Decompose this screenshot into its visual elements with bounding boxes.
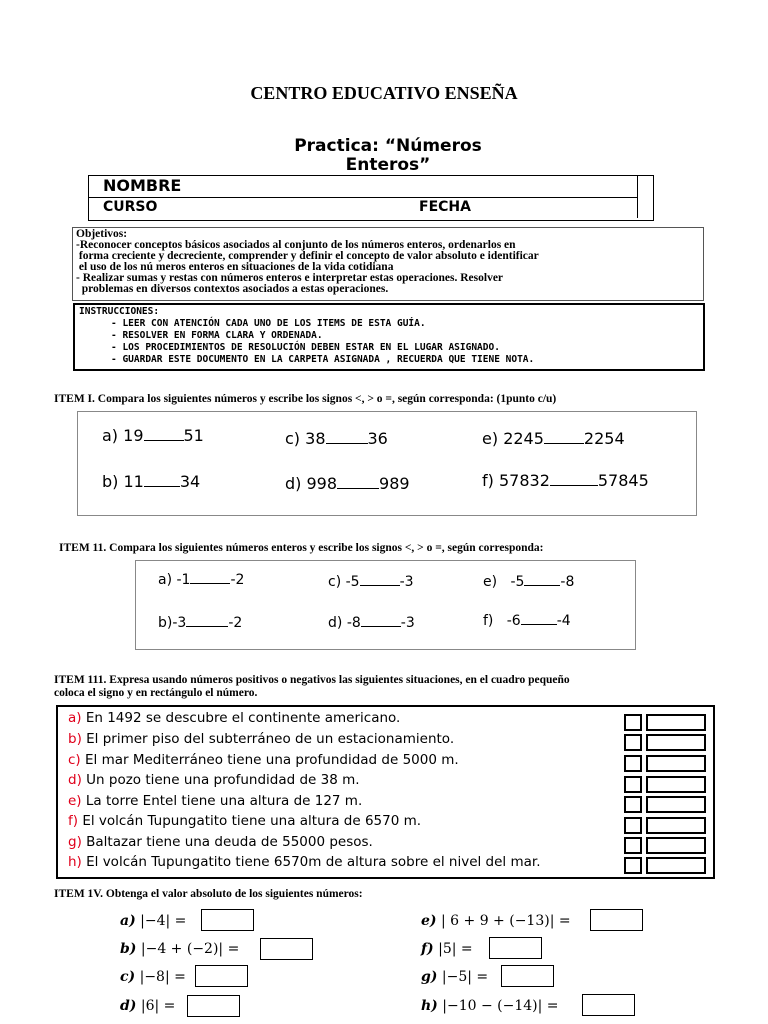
answer-blank[interactable] <box>190 582 230 584</box>
practice-title-line1: Practica: “Números <box>294 136 482 156</box>
objectives-line: el uso de los nú meros enteros en situaciones de la vida cotidiana <box>76 261 394 273</box>
item3-heading-line2: coloca el signo y en rectángulo el número. <box>54 687 258 699</box>
abs-b: b) |−4 + (−2)| = <box>120 941 240 957</box>
instructions-box <box>73 303 705 371</box>
curso-label: CURSO <box>103 199 158 215</box>
answer-box[interactable] <box>501 965 554 987</box>
situation-d: d) Un pozo tiene una profundidad de 38 m. <box>68 772 360 788</box>
sign-box[interactable] <box>624 817 642 834</box>
abs-d: d) |6| = <box>120 998 176 1014</box>
situation-e: e) La torre Entel tiene una altura de 127 m. <box>68 793 363 809</box>
answer-blank[interactable] <box>360 584 400 586</box>
item4-heading: ITEM 1V. Obtenga el valor absoluto de los siguientes números: <box>54 888 363 900</box>
item1-e: e) 2245 2254 <box>482 429 625 448</box>
objectives-line: problemas en diversos contextos asociados a estas operaciones. <box>76 283 389 295</box>
answer-blank[interactable] <box>361 625 401 627</box>
item2-box <box>135 560 636 650</box>
answer-blank[interactable] <box>186 625 228 627</box>
nombre-label: NOMBRE <box>103 176 182 195</box>
answer-blank[interactable] <box>144 439 184 441</box>
sign-box[interactable] <box>624 837 642 854</box>
sign-box[interactable] <box>624 857 642 874</box>
instruction-item: - GUARDAR ESTE DOCUMENTO EN LA CARPETA ASIGNADA , RECUERDA QUE TIENE NOTA. <box>111 354 535 365</box>
item1-box <box>77 411 697 516</box>
abs-g: g) |−5| = <box>421 969 489 985</box>
abs-h: h) |−10 − (−14)| = <box>421 998 559 1014</box>
answer-blank[interactable] <box>144 485 180 487</box>
item2-f: f) -6 -4 <box>483 613 571 629</box>
situation-c: c) El mar Mediterráneo tiene una profundidad de 5000 m. <box>68 752 459 768</box>
item2-d: d) -8 -3 <box>328 615 415 631</box>
objectives-line: - Realizar sumas y restas con números enteros e interpretar estas operaciones. Resolver <box>76 272 504 284</box>
number-box[interactable] <box>646 714 706 731</box>
answer-blank[interactable] <box>524 584 560 586</box>
sign-box[interactable] <box>624 796 642 813</box>
item2-c: c) -5 -3 <box>328 574 414 590</box>
answer-blank[interactable] <box>521 623 557 625</box>
practice-title <box>240 137 536 175</box>
sign-box[interactable] <box>624 755 642 772</box>
number-box[interactable] <box>646 734 706 751</box>
item1-heading: ITEM I. Compara los siguientes números y escribe los signos <, > o =, según corresponda: (1punto c/u) <box>54 393 557 405</box>
answer-box[interactable] <box>195 965 248 987</box>
sign-box[interactable] <box>624 776 642 793</box>
abs-c: c) |−8| = <box>120 969 186 985</box>
fecha-label: FECHA <box>419 199 471 215</box>
answer-box[interactable] <box>187 995 240 1017</box>
answer-box[interactable] <box>582 994 635 1016</box>
answer-blank[interactable] <box>337 487 379 489</box>
practice-title-line2: Enteros” <box>345 155 431 175</box>
objectives-line: -Reconocer conceptos básicos asociados al conjunto de los números enteros, ordenarlos en <box>76 239 516 251</box>
situation-h: h) El volcán Tupungatito tiene 6570m de altura sobre el nivel del mar. <box>68 854 541 870</box>
situation-g: g) Baltazar tiene una deuda de 55000 pesos. <box>68 834 373 850</box>
situation-f: f) El volcán Tupungatito tiene una altura de 6570 m. <box>68 813 422 829</box>
answer-box[interactable] <box>260 938 313 960</box>
number-box[interactable] <box>646 837 706 854</box>
item3-box <box>56 705 715 879</box>
sign-box[interactable] <box>624 734 642 751</box>
answer-blank[interactable] <box>544 442 584 444</box>
item1-c: c) 38 36 <box>285 429 388 448</box>
situation-a: a) En 1492 se descubre el continente americano. <box>68 710 401 726</box>
instruction-item: - LEER CON ATENCIÓN CADA UNO DE LOS ITEMS DE ESTA GUÍA. <box>111 318 426 329</box>
answer-blank[interactable] <box>550 484 598 486</box>
objectives-line: forma creciente y decreciente, comprender y definir el concepto de valor absoluto e identificar <box>76 250 539 262</box>
answer-box[interactable] <box>201 909 254 931</box>
instructions-title: INSTRUCCIONES: <box>79 306 160 317</box>
item2-heading: ITEM 11. Compara los siguientes números enteros y escribe los signos <, > o =, según corresponda: <box>59 542 544 554</box>
item1-a: a) 19 51 <box>102 426 204 445</box>
student-info-table <box>88 175 654 221</box>
item3-heading <box>54 674 570 700</box>
objectives-box <box>72 227 704 301</box>
instruction-item: - LOS PROCEDIMIENTOS DE RESOLUCIÓN DEBEN ESTAR EN EL LUGAR ASIGNADO. <box>111 342 500 353</box>
page-title: CENTRO EDUCATIVO ENSEÑA <box>250 83 518 103</box>
answer-blank[interactable] <box>326 442 368 444</box>
item3-heading-line1: ITEM 111. Expresa usando números positivos o negativos las siguientes situaciones, en el cuadro pequeño <box>54 674 570 686</box>
item2-b: b)-3 -2 <box>158 615 243 631</box>
instruction-item: - RESOLVER EN FORMA CLARA Y ORDENADA. <box>111 330 323 341</box>
objectives-line: Objetivos: <box>76 228 128 240</box>
abs-e: e) | 6 + 9 + (−13)| = <box>421 913 571 929</box>
item2-e: e) -5 -8 <box>483 574 575 590</box>
answer-box[interactable] <box>590 909 643 931</box>
number-box[interactable] <box>646 776 706 793</box>
item1-d: d) 998 989 <box>285 474 410 493</box>
item1-b: b) 11 34 <box>102 472 201 491</box>
number-box[interactable] <box>646 796 706 813</box>
abs-f: f) |5| = <box>421 941 473 957</box>
answer-box[interactable] <box>489 937 542 959</box>
situation-b: b) El primer piso del subterráneo de un estacionamiento. <box>68 731 455 747</box>
item1-f: f) 57832 57845 <box>482 471 649 490</box>
sign-box[interactable] <box>624 714 642 731</box>
number-box[interactable] <box>646 857 706 874</box>
number-box[interactable] <box>646 755 706 772</box>
item2-a: a) -1 -2 <box>158 572 245 588</box>
abs-a: a) |−4| = <box>120 913 187 929</box>
number-box[interactable] <box>646 817 706 834</box>
